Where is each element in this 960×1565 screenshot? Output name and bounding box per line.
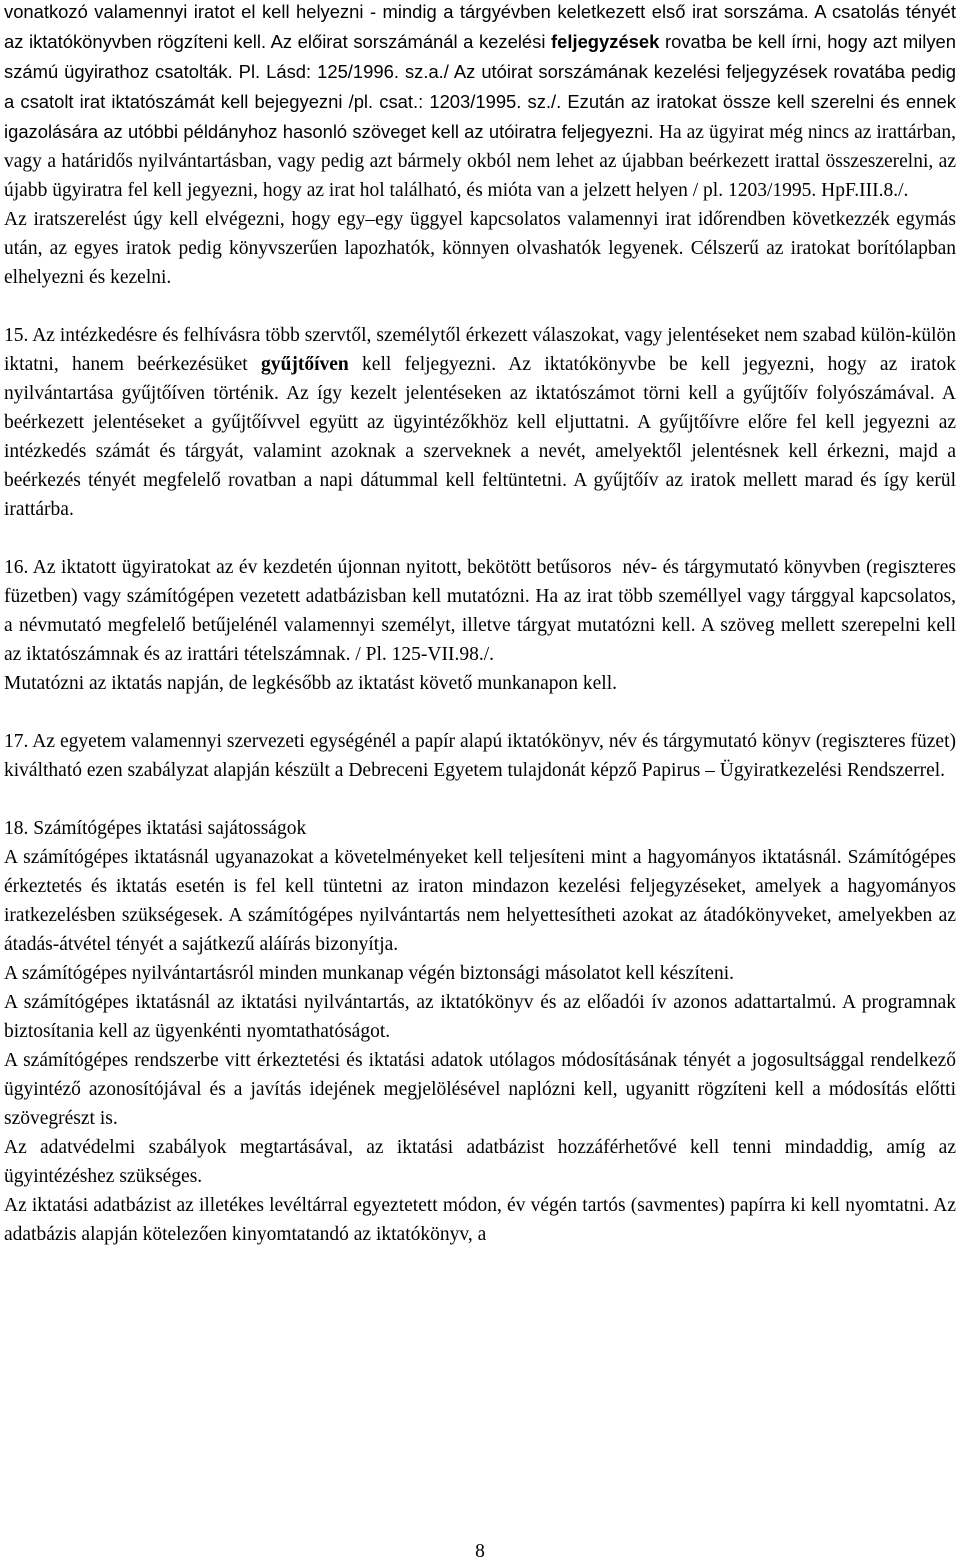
section-heading-18: 18. Számítógépes iktatási sajátosságok xyxy=(4,818,307,839)
paragraph-18-3: A számítógépes iktatásnál az iktatási nyilvántartás, az iktatókönyv és az előadói ív azonos adattartalmú. A programnak biztosítania kell az ügyenkénti nyomtathatóságot. xyxy=(4,992,956,1042)
paragraph-text: 15. Az intézkedésre és felhívásra több szervtől, személytől érkezett válaszokat, vagy jelentéseket nem szabad külön-külön iktatni, hanem beérkezésüket xyxy=(4,325,956,375)
paragraph-text: név- és tárgymutató könyvben (regiszteres füzetben) vagy számítógépen vezetett adatbázisban kell mutatózni. Ha az irat több személlyel vagy tárggyal kapcsolatos, a névmutató megfelelő betűjelénél valamennyi személyt, illetve tárgyat mutatózni kell. A szöveg mellett szerepelni kell az iktatószámnak és az irattári tételszámnak. / Pl. 125-VII.98./. xyxy=(4,557,956,665)
paragraph-15 xyxy=(4,321,956,524)
paragraph-text: Az iratszerelést úgy kell elvégezni, hogy egy xyxy=(4,209,366,230)
bold-term: gyűjtőíven xyxy=(261,354,349,375)
paragraph-text: kell feljegyezni. Az iktatókönyvbe be kell jegyezni, hogy az iratok nyilvántartása gyűjtőíven történik. Az így kezelt jelentéseken az iktatószámot törni kell a gyűjtőív folyószámával. A beérkezett jelentéseket a gyűjtőívvel együtt az ügyintézőkhöz kell eljuttatni. A gyűjtőívre előre fel kell jegyezni az intézkedés számát és tárgyát, valamint azoknak a szerveknek a nevét, amelyektől jelentésnek kell érkezni, majd a beérkezés tényét megfelelő rovatban a napi dátummal kell feltüntetni. A gyűjtőív az iratok mellett marad és így kerül irattárba. xyxy=(4,354,957,520)
document-body xyxy=(4,0,956,1249)
paragraph-text: rovatba be kell írni, hogy azt milyen számú ügyirathoz csatolták. Pl. Lásd: 125/1996. sz.a. xyxy=(4,31,957,82)
paragraph-18-1: A számítógépes iktatásnál ugyanazokat a követelményeket kell teljesíteni mint a hagyományos iktatásnál. Számítógépes érkeztetés és iktatás esetén is fel kell tüntetni az iraton mindazon kezelési feljegyzéseket, amelyek a hagyományos iratkezelésben szükségesek. A számítógépes nyilvántartás nem helyettesítheti azokat az átadókönyveket, amelyekben az átadás-átvétel tényét a sajátkezű aláírás bizonyítja. xyxy=(4,847,956,955)
paragraph-18-6: Az iktatási adatbázist az illetékes levéltárral egyeztetett módon, év végén tartós (savmentes) papírra ki kell nyomtatni. Az adatbázis alapján kötelezően kinyomtatandó az iktatókönyv, a xyxy=(4,1195,956,1245)
paragraph-text: Ha az ügyirat még nincs az irattárban, vagy a határidős nyilvántartásban, vagy pedig azt bármely okból nem lehet az újabban beérkezett irattal összeszerelni, az újabb ügyiratra fel kell jegyezni, hogy az irat hol található, és mióta van a jelzett helyen / pl. 1203/1995. HpF.III.8./. xyxy=(4,122,956,201)
paragraph-17: 17. Az egyetem valamennyi szervezeti egységénél a papír alapú iktatókönyv, név és tárgymutató könyv (regiszteres füzet) kiváltható ezen szabályzat alapján készült a Debreceni Egyetem tulajdonát képző Papirus – Ügyiratkezelési Rendszerrel. xyxy=(4,731,956,781)
paragraph-text: / Az utóirat sorszámának kezelési feljegyzések rovatába pedig a csatolt irat iktatószámát kell bejegyezni /pl. csat.: 1203/1995. sz./. Ezután az iratokat össze kell szerelni és ennek igazolására az utóbbi példányhoz hasonló szöveget kell az utóiratra feljegyezni. xyxy=(4,61,956,142)
paragraph-16 xyxy=(4,553,956,669)
paragraph-text: vonatkozó valamennyi iratot el kell helyezni - mindig a tárgyévben keletkezett első irat sorszáma. A csatolás tényét az iktatókönyvben rögzíteni kell. Az előirat sorszámánál a kezelési xyxy=(4,1,956,52)
paragraph-18-2: A számítógépes nyilvántartásról minden munkanap végén biztonsági másolatot kell készíteni. xyxy=(4,963,734,984)
paragraph-continuation xyxy=(4,0,956,205)
paragraph-text: 16. Az iktatott ügyiratokat az év kezdetén újonnan nyitott, bekötött betűsoros xyxy=(4,557,612,578)
paragraph-18-5: Az adatvédelmi szabályok megtartásával, az iktatási adatbázist hozzáférhetővé kell tenni mindaddig, amíg az ügyintézéshez szükséges. xyxy=(4,1137,956,1187)
paragraph-text: egy üggyel kapcsolatos valamennyi irat időrendben következzék egymás után, az egyes iratok pedig könyvszerűen lapozhatók, könnyen olvashatók legyenek. Célszerű az iratokat borítólapban elhelyezni és kezelni. xyxy=(4,209,956,288)
em-dash: – xyxy=(365,209,376,230)
paragraph-text: Mutatózni az iktatás napján, de legkésőbb az iktatást követő munkanapon kell. xyxy=(4,673,617,694)
paragraph-iratszereles xyxy=(4,205,956,292)
paragraph-18-4: A számítógépes rendszerbe vitt érkeztetési és iktatási adatok utólagos módosításának tényét a jogosultsággal rendelkező ügyintéző azonosítójával és a javítás idejének megjelölésével naplózni kell, ugyanitt rögzíteni kell a módosítás előtti szövegrészt is. xyxy=(4,1050,956,1129)
page-number: 8 xyxy=(475,1541,485,1562)
bold-term: feljegyzések xyxy=(551,31,660,52)
paragraph-16-mutatozni xyxy=(4,669,956,698)
